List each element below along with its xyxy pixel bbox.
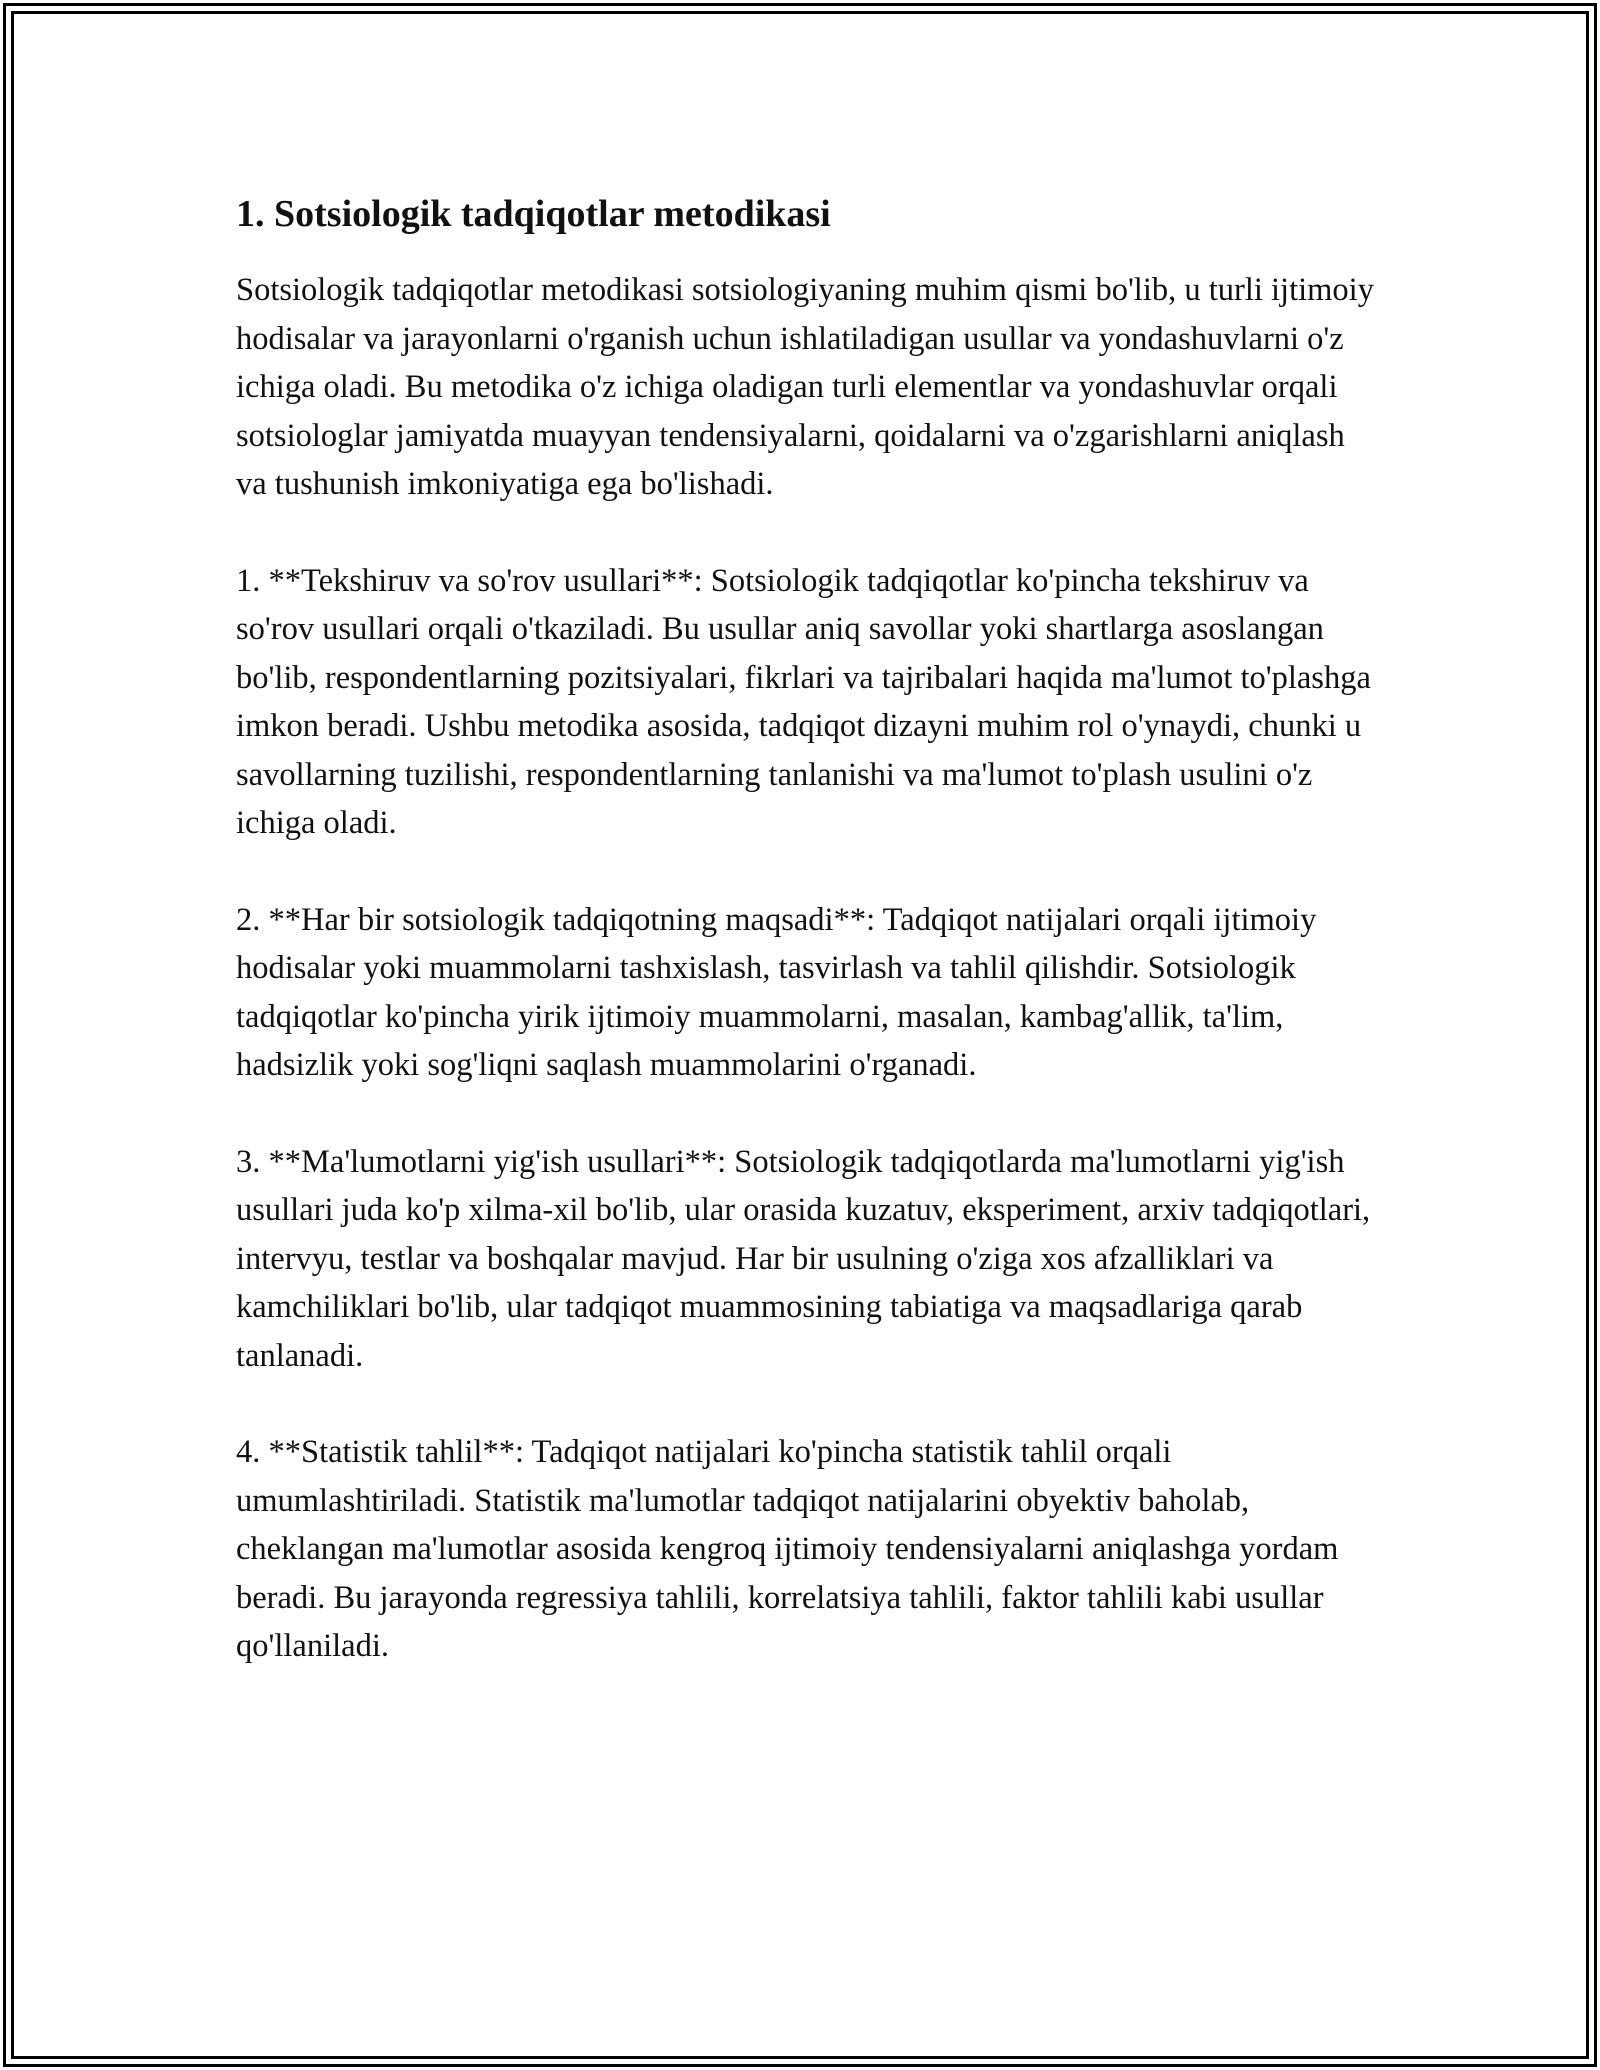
- paragraph-survey-methods: 1. **Tekshiruv va so'rov usullari**: Sotsiologik tadqiqotlar ko'pincha tekshiruv va so'rov usullari orqali o'tkaziladi. Bu usullar aniq savollar yoki shartlarga asoslangan bo'lib, respondentlarning pozitsiyalari, fikrlari va tajribalari haqida ma'lumot to'plashga imkon beradi. Ushbu metodika asosida, tadqiqot dizayni muhim rol o'ynaydi, chunki u savollarning tuzilishi, respondentlarning tanlanishi va ma'lumot to'plash usulini o'z ichiga oladi.: [236, 562, 1371, 841]
- document-body: [236, 188, 1376, 1719]
- document-title: 1. Sotsiologik tadqiqotlar metodikasi: [236, 193, 831, 235]
- intro-paragraph: Sotsiologik tadqiqotlar metodikasi sotsiologiyaning muhim qismi bo'lib, u turli ijtimoiy hodisalar va jarayonlarni o'rganish uchun ishlatiladigan usullar va yondashuvlarni o'z ichiga oladi. Bu metodika o'z ichiga oladigan turli elementlar va yondashuvlar orqali sotsiologlar jamiyatda muayyan tendensiyalarni, qoidalarni va o'zgarishlarni aniqlash va tushunish imkoniyatiga ega bo'lishadi.: [236, 272, 1374, 502]
- paragraph-research-goal: 2. **Har bir sotsiologik tadqiqotning maqsadi**: Tadqiqot natijalari orqali ijtimoiy hodisalar yoki muammolarni tashxislash, tasvirlash va tahlil qilishdir. Sotsiologik tadqiqotlar ko'pincha yirik ijtimoiy muammolarni, masalan, kambag'allik, ta'lim, hadsizlik yoki sog'liqni saqlash muammolarini o'rganadi.: [236, 901, 1317, 1083]
- paragraph-statistical-analysis: 4. **Statistik tahlil**: Tadqiqot natijalari ko'pincha statistik tahlil orqali umumlashtiriladi. Statistik ma'lumotlar tadqiqot natijalarini obyektiv baholab, cheklangan ma'lumotlar asosida kengroq ijtimoiy tendensiyalarni aniqlashga yordam beradi. Bu jarayonda regressiya tahlili, korrelatsiya tahlili, faktor tahlili kabi usullar qo'llaniladi.: [236, 1434, 1339, 1664]
- paragraph-data-collection: 3. **Ma'lumotlarni yig'ish usullari**: Sotsiologik tadqiqotlarda ma'lumotlarni yig'ish usullari juda ko'p xilma-xil bo'lib, ular orasida kuzatuv, eksperiment, arxiv tadqiqotlari, intervyu, testlar va boshqalar mavjud. Har bir usulning o'ziga xos afzalliklari va kamchiliklari bo'lib, ular tadqiqot muammosining tabiatiga va maqsadlariga qarab tanlanadi.: [236, 1143, 1371, 1374]
